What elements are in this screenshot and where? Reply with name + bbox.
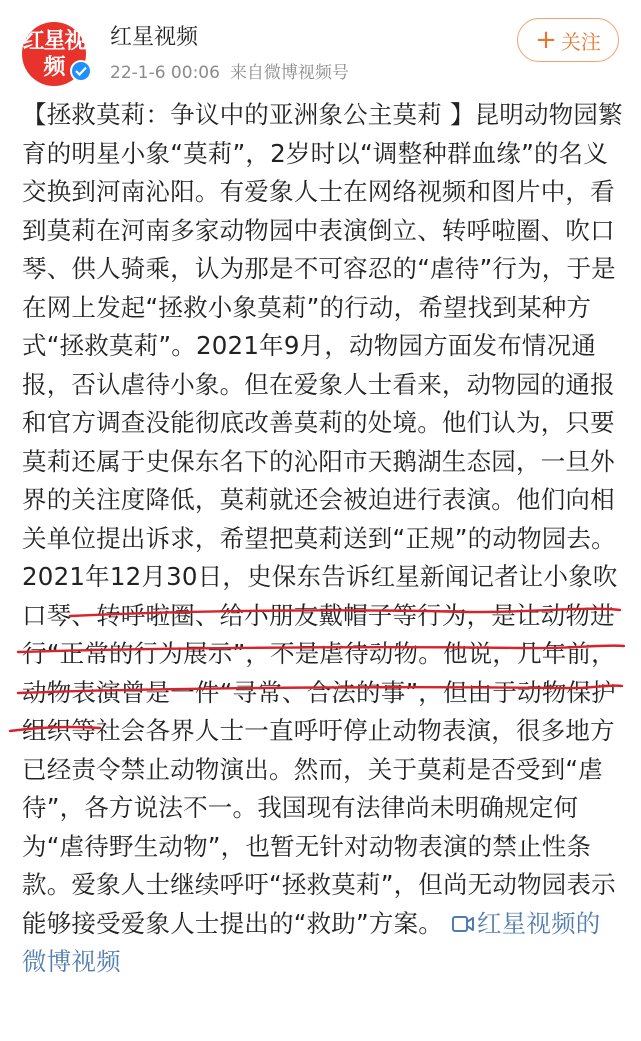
- underline-stroke: [18, 686, 622, 693]
- plus-icon: +: [535, 25, 557, 55]
- post-text-outro: 他说，几年前，动物表演曾是一件“寻常、合法的事”，但由于动物保护组织等社会各界人士一直呼吁停止动物表演，很多地方已经责令禁止动物演出。然而，关于莫莉是否受到“虐待”，各方说法不一。我国现有法律尚未明确规定何为“虐待野生动物”，也暂无针对动物表演的禁止性条款。爱象人士继续呼吁“拯救莫莉”，但尚无动物园表示能够接受爱象人士提出的“救助”方案。: [22, 639, 616, 938]
- follow-label: 关注: [560, 29, 601, 54]
- underline-stroke: [70, 609, 620, 616]
- account-name[interactable]: 红星视频: [110, 25, 199, 50]
- underline-stroke: [18, 646, 624, 652]
- post-text-highlighted: 2021年12月30日，史保东告诉红星新闻记者让小象吹口琴、转呼啦圈、给小朋友戴帽子等行为，是让动物进行“正常的行为展示”，不是虐待动物。: [22, 562, 618, 668]
- post-timestamp: 22-1-6 00:06: [110, 63, 220, 83]
- post-source[interactable]: 来自微博视频号: [229, 63, 349, 83]
- underline-stroke: [10, 727, 100, 731]
- video-link-label: 红星视频的微博视频: [22, 908, 601, 976]
- post-text-intro: 【拯救莫莉：争议中的亚洲象公主莫莉 】昆明动物园繁育的明星小象“莫莉”，2岁时以“调整种群血缘”的名义交换到河南沁阳。有爱象人士在网络视频和图片中，看到莫莉在河南多家动物园中表演倒立、转呼啦圈、吹口琴、供人骑乘，认为那是不可容忍的“虐待”行为，于是在网上发起“拯救小象莫莉”的行动，希望找到某种方式“拯救莫莉”。2021年9月，动物园方面发布情况通报，否认虐待小象。但在爱象人士看来，动物园的通报和官方调查没能彻底改善莫莉的处境。他们认为，只要莫莉还属于史保东名下的沁阳市天鹅湖生态园，一旦外界的关注度降低，莫莉就还会被迫进行表演。他们向相关单位提出诉求，希望把莫莉送到“正规”的动物园去。: [22, 100, 623, 553]
- avatar-logo-text: 红星视频: [22, 28, 86, 80]
